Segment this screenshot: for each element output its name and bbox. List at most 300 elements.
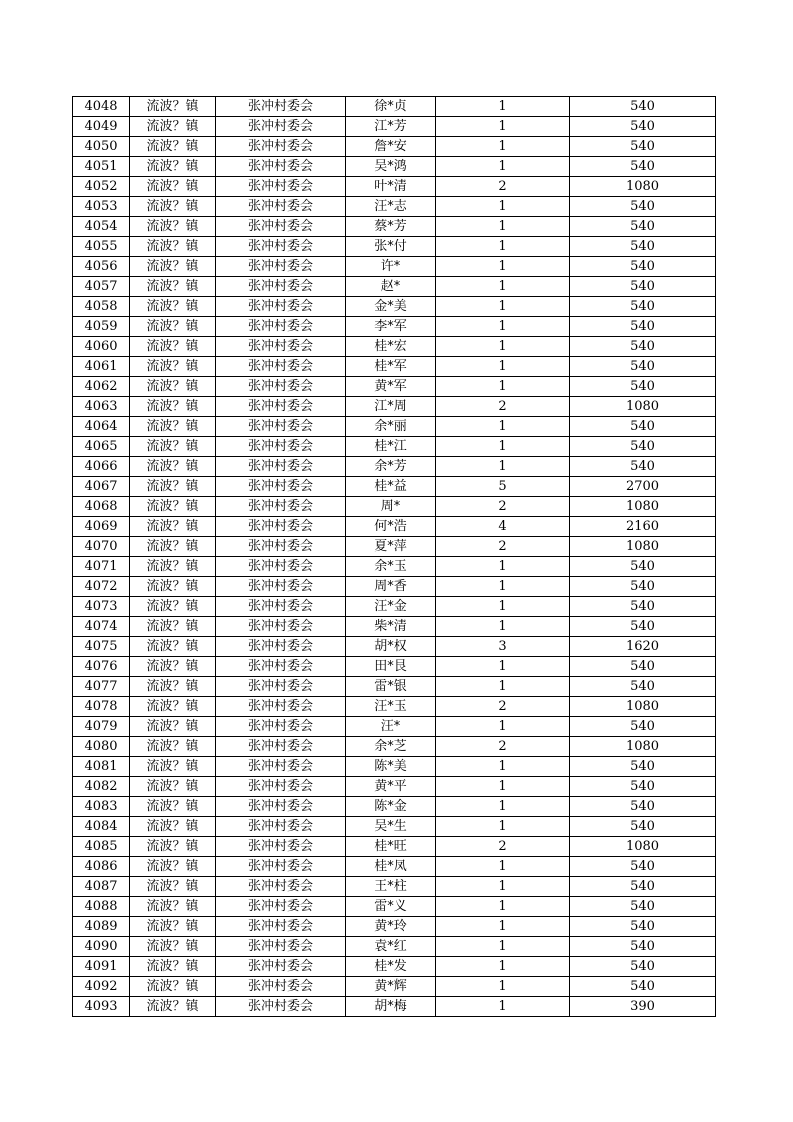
amount-cell: 540: [570, 857, 716, 877]
person-count-cell: 1: [436, 937, 570, 957]
village-committee-cell: 张冲村委会: [216, 237, 346, 257]
town-cell: 流波？镇: [130, 597, 216, 617]
table-row: [73, 657, 716, 677]
amount-cell: 540: [570, 457, 716, 477]
person-count-cell: 1: [436, 577, 570, 597]
village-committee-cell: 张冲村委会: [216, 517, 346, 537]
amount-cell: 540: [570, 957, 716, 977]
town-cell: 流波？镇: [130, 877, 216, 897]
village-committee-cell: 张冲村委会: [216, 957, 346, 977]
amount-cell: 540: [570, 437, 716, 457]
row-number-cell: 4059: [73, 317, 130, 337]
person-count-cell: 1: [436, 237, 570, 257]
village-committee-cell: 张冲村委会: [216, 577, 346, 597]
village-committee-cell: 张冲村委会: [216, 837, 346, 857]
name-cell: 金*美: [346, 297, 436, 317]
name-cell: 吴*鸿: [346, 157, 436, 177]
table-row: [73, 957, 716, 977]
town-cell: 流波？镇: [130, 397, 216, 417]
name-cell: 余*丽: [346, 417, 436, 437]
row-number-cell: 4070: [73, 537, 130, 557]
person-count-cell: 1: [436, 197, 570, 217]
person-count-cell: 1: [436, 277, 570, 297]
row-number-cell: 4086: [73, 857, 130, 877]
village-committee-cell: 张冲村委会: [216, 497, 346, 517]
village-committee-cell: 张冲村委会: [216, 857, 346, 877]
name-cell: 王*柱: [346, 877, 436, 897]
person-count-cell: 1: [436, 597, 570, 617]
town-cell: 流波？镇: [130, 777, 216, 797]
town-cell: 流波？镇: [130, 337, 216, 357]
amount-cell: 1080: [570, 397, 716, 417]
table-row: [73, 517, 716, 537]
village-committee-cell: 张冲村委会: [216, 337, 346, 357]
town-cell: 流波？镇: [130, 157, 216, 177]
person-count-cell: 1: [436, 757, 570, 777]
row-number-cell: 4074: [73, 617, 130, 637]
town-cell: 流波？镇: [130, 97, 216, 117]
town-cell: 流波？镇: [130, 237, 216, 257]
person-count-cell: 2: [436, 497, 570, 517]
row-number-cell: 4079: [73, 717, 130, 737]
town-cell: 流波？镇: [130, 137, 216, 157]
person-count-cell: 1: [436, 877, 570, 897]
town-cell: 流波？镇: [130, 477, 216, 497]
town-cell: 流波？镇: [130, 617, 216, 637]
row-number-cell: 4053: [73, 197, 130, 217]
amount-cell: 540: [570, 717, 716, 737]
table-row: [73, 537, 716, 557]
amount-cell: 540: [570, 117, 716, 137]
village-committee-cell: 张冲村委会: [216, 277, 346, 297]
name-cell: 余*玉: [346, 557, 436, 577]
amount-cell: 540: [570, 577, 716, 597]
person-count-cell: 1: [436, 677, 570, 697]
name-cell: 桂*发: [346, 957, 436, 977]
row-number-cell: 4076: [73, 657, 130, 677]
row-number-cell: 4060: [73, 337, 130, 357]
town-cell: 流波？镇: [130, 737, 216, 757]
table-row: [73, 697, 716, 717]
person-count-cell: 1: [436, 417, 570, 437]
amount-cell: 540: [570, 657, 716, 677]
town-cell: 流波？镇: [130, 117, 216, 137]
table-row: [73, 637, 716, 657]
row-number-cell: 4069: [73, 517, 130, 537]
name-cell: 汪*玉: [346, 697, 436, 717]
person-count-cell: 1: [436, 557, 570, 577]
table-row: [73, 237, 716, 257]
name-cell: 黄*玲: [346, 917, 436, 937]
town-cell: 流波？镇: [130, 257, 216, 277]
row-number-cell: 4072: [73, 577, 130, 597]
table-row: [73, 777, 716, 797]
person-count-cell: 1: [436, 617, 570, 637]
person-count-cell: 2: [436, 537, 570, 557]
amount-cell: 540: [570, 757, 716, 777]
name-cell: 桂*江: [346, 437, 436, 457]
person-count-cell: 1: [436, 977, 570, 997]
row-number-cell: 4052: [73, 177, 130, 197]
town-cell: 流波？镇: [130, 817, 216, 837]
person-count-cell: 1: [436, 957, 570, 977]
table-row: [73, 317, 716, 337]
row-number-cell: 4089: [73, 917, 130, 937]
town-cell: 流波？镇: [130, 937, 216, 957]
name-cell: 雷*义: [346, 897, 436, 917]
table-row: [73, 457, 716, 477]
name-cell: 余*芝: [346, 737, 436, 757]
village-committee-cell: 张冲村委会: [216, 377, 346, 397]
table-row: [73, 877, 716, 897]
village-committee-cell: 张冲村委会: [216, 197, 346, 217]
town-cell: 流波？镇: [130, 277, 216, 297]
table-row: [73, 557, 716, 577]
name-cell: 江*周: [346, 397, 436, 417]
village-committee-cell: 张冲村委会: [216, 217, 346, 237]
town-cell: 流波？镇: [130, 957, 216, 977]
amount-cell: 540: [570, 157, 716, 177]
village-committee-cell: 张冲村委会: [216, 137, 346, 157]
town-cell: 流波？镇: [130, 497, 216, 517]
person-count-cell: 2: [436, 397, 570, 417]
person-count-cell: 1: [436, 797, 570, 817]
person-count-cell: 1: [436, 217, 570, 237]
town-cell: 流波？镇: [130, 757, 216, 777]
row-number-cell: 4083: [73, 797, 130, 817]
amount-cell: 540: [570, 557, 716, 577]
person-count-cell: 2: [436, 697, 570, 717]
name-cell: 徐*贞: [346, 97, 436, 117]
row-number-cell: 4092: [73, 977, 130, 997]
town-cell: 流波？镇: [130, 297, 216, 317]
row-number-cell: 4057: [73, 277, 130, 297]
person-count-cell: 2: [436, 177, 570, 197]
name-cell: 桂*凤: [346, 857, 436, 877]
table-row: [73, 897, 716, 917]
village-committee-cell: 张冲村委会: [216, 677, 346, 697]
row-number-cell: 4093: [73, 997, 130, 1017]
village-committee-cell: 张冲村委会: [216, 877, 346, 897]
person-count-cell: 3: [436, 637, 570, 657]
table-row: [73, 977, 716, 997]
town-cell: 流波？镇: [130, 897, 216, 917]
town-cell: 流波？镇: [130, 457, 216, 477]
amount-cell: 540: [570, 137, 716, 157]
amount-cell: 2700: [570, 477, 716, 497]
amount-cell: 540: [570, 937, 716, 957]
town-cell: 流波？镇: [130, 717, 216, 737]
table-row: [73, 297, 716, 317]
amount-cell: 2160: [570, 517, 716, 537]
village-committee-cell: 张冲村委会: [216, 697, 346, 717]
table-row: [73, 757, 716, 777]
person-count-cell: 1: [436, 337, 570, 357]
amount-cell: 540: [570, 317, 716, 337]
village-committee-cell: 张冲村委会: [216, 977, 346, 997]
name-cell: 叶*清: [346, 177, 436, 197]
town-cell: 流波？镇: [130, 537, 216, 557]
name-cell: 雷*银: [346, 677, 436, 697]
amount-cell: 1080: [570, 537, 716, 557]
amount-cell: 540: [570, 817, 716, 837]
name-cell: 陈*金: [346, 797, 436, 817]
table-row: [73, 97, 716, 117]
village-committee-cell: 张冲村委会: [216, 817, 346, 837]
row-number-cell: 4049: [73, 117, 130, 137]
table-row: [73, 677, 716, 697]
table-row: [73, 817, 716, 837]
name-cell: 田*艮: [346, 657, 436, 677]
name-cell: 张*付: [346, 237, 436, 257]
person-count-cell: 4: [436, 517, 570, 537]
village-committee-cell: 张冲村委会: [216, 457, 346, 477]
name-cell: 桂*旺: [346, 837, 436, 857]
town-cell: 流波？镇: [130, 577, 216, 597]
row-number-cell: 4056: [73, 257, 130, 277]
row-number-cell: 4061: [73, 357, 130, 377]
table-row: [73, 197, 716, 217]
person-count-cell: 1: [436, 437, 570, 457]
table-row: [73, 357, 716, 377]
row-number-cell: 4054: [73, 217, 130, 237]
village-committee-cell: 张冲村委会: [216, 557, 346, 577]
amount-cell: 540: [570, 417, 716, 437]
table-row: [73, 797, 716, 817]
amount-cell: 540: [570, 257, 716, 277]
amount-cell: 1080: [570, 497, 716, 517]
village-committee-cell: 张冲村委会: [216, 997, 346, 1017]
person-count-cell: 1: [436, 97, 570, 117]
amount-cell: 540: [570, 617, 716, 637]
name-cell: 许*: [346, 257, 436, 277]
person-count-cell: 5: [436, 477, 570, 497]
row-number-cell: 4075: [73, 637, 130, 657]
name-cell: 黄*辉: [346, 977, 436, 997]
table-row: [73, 337, 716, 357]
name-cell: 胡*梅: [346, 997, 436, 1017]
row-number-cell: 4084: [73, 817, 130, 837]
village-committee-cell: 张冲村委会: [216, 737, 346, 757]
name-cell: 黄*军: [346, 377, 436, 397]
town-cell: 流波？镇: [130, 557, 216, 577]
village-committee-cell: 张冲村委会: [216, 437, 346, 457]
town-cell: 流波？镇: [130, 437, 216, 457]
town-cell: 流波？镇: [130, 177, 216, 197]
subsidy-table: [72, 96, 716, 1017]
table-row: [73, 577, 716, 597]
table-row: [73, 477, 716, 497]
village-committee-cell: 张冲村委会: [216, 617, 346, 637]
row-number-cell: 4063: [73, 397, 130, 417]
person-count-cell: 1: [436, 817, 570, 837]
person-count-cell: 1: [436, 377, 570, 397]
town-cell: 流波？镇: [130, 517, 216, 537]
name-cell: 汪*金: [346, 597, 436, 617]
row-number-cell: 4078: [73, 697, 130, 717]
person-count-cell: 1: [436, 317, 570, 337]
name-cell: 詹*安: [346, 137, 436, 157]
name-cell: 黄*平: [346, 777, 436, 797]
table-row: [73, 137, 716, 157]
name-cell: 何*浩: [346, 517, 436, 537]
amount-cell: 540: [570, 337, 716, 357]
row-number-cell: 4081: [73, 757, 130, 777]
name-cell: 周*: [346, 497, 436, 517]
town-cell: 流波？镇: [130, 677, 216, 697]
name-cell: 汪*: [346, 717, 436, 737]
table-row: [73, 217, 716, 237]
table-row: [73, 277, 716, 297]
amount-cell: 540: [570, 777, 716, 797]
amount-cell: 1080: [570, 177, 716, 197]
village-committee-cell: 张冲村委会: [216, 937, 346, 957]
town-cell: 流波？镇: [130, 797, 216, 817]
person-count-cell: 1: [436, 997, 570, 1017]
row-number-cell: 4051: [73, 157, 130, 177]
amount-cell: 540: [570, 917, 716, 937]
village-committee-cell: 张冲村委会: [216, 317, 346, 337]
table-row: [73, 617, 716, 637]
amount-cell: 540: [570, 197, 716, 217]
town-cell: 流波？镇: [130, 917, 216, 937]
row-number-cell: 4058: [73, 297, 130, 317]
row-number-cell: 4068: [73, 497, 130, 517]
town-cell: 流波？镇: [130, 317, 216, 337]
town-cell: 流波？镇: [130, 857, 216, 877]
town-cell: 流波？镇: [130, 697, 216, 717]
row-number-cell: 4050: [73, 137, 130, 157]
person-count-cell: 1: [436, 917, 570, 937]
table-row: [73, 437, 716, 457]
village-committee-cell: 张冲村委会: [216, 797, 346, 817]
village-committee-cell: 张冲村委会: [216, 117, 346, 137]
person-count-cell: 1: [436, 297, 570, 317]
name-cell: 陈*美: [346, 757, 436, 777]
person-count-cell: 1: [436, 457, 570, 477]
village-committee-cell: 张冲村委会: [216, 477, 346, 497]
person-count-cell: 1: [436, 257, 570, 277]
amount-cell: 1620: [570, 637, 716, 657]
village-committee-cell: 张冲村委会: [216, 897, 346, 917]
amount-cell: 1080: [570, 737, 716, 757]
village-committee-cell: 张冲村委会: [216, 917, 346, 937]
village-committee-cell: 张冲村委会: [216, 397, 346, 417]
name-cell: 李*军: [346, 317, 436, 337]
amount-cell: 540: [570, 237, 716, 257]
village-committee-cell: 张冲村委会: [216, 717, 346, 737]
name-cell: 柴*清: [346, 617, 436, 637]
table-row: [73, 157, 716, 177]
table-row: [73, 717, 716, 737]
town-cell: 流波？镇: [130, 417, 216, 437]
table-row: [73, 117, 716, 137]
town-cell: 流波？镇: [130, 997, 216, 1017]
village-committee-cell: 张冲村委会: [216, 257, 346, 277]
amount-cell: 540: [570, 677, 716, 697]
person-count-cell: 1: [436, 157, 570, 177]
name-cell: 桂*军: [346, 357, 436, 377]
person-count-cell: 2: [436, 837, 570, 857]
name-cell: 夏*萍: [346, 537, 436, 557]
name-cell: 周*香: [346, 577, 436, 597]
town-cell: 流波？镇: [130, 357, 216, 377]
amount-cell: 540: [570, 977, 716, 997]
name-cell: 江*芳: [346, 117, 436, 137]
person-count-cell: 1: [436, 717, 570, 737]
village-committee-cell: 张冲村委会: [216, 637, 346, 657]
amount-cell: 540: [570, 97, 716, 117]
table-row: [73, 177, 716, 197]
table-row: [73, 917, 716, 937]
village-committee-cell: 张冲村委会: [216, 357, 346, 377]
row-number-cell: 4090: [73, 937, 130, 957]
row-number-cell: 4085: [73, 837, 130, 857]
village-committee-cell: 张冲村委会: [216, 657, 346, 677]
name-cell: 赵*: [346, 277, 436, 297]
amount-cell: 540: [570, 597, 716, 617]
row-number-cell: 4065: [73, 437, 130, 457]
town-cell: 流波？镇: [130, 637, 216, 657]
table-row: [73, 397, 716, 417]
table-row: [73, 997, 716, 1017]
amount-cell: 1080: [570, 837, 716, 857]
amount-cell: 540: [570, 877, 716, 897]
person-count-cell: 1: [436, 137, 570, 157]
person-count-cell: 1: [436, 857, 570, 877]
town-cell: 流波？镇: [130, 837, 216, 857]
table-row: [73, 377, 716, 397]
person-count-cell: 1: [436, 357, 570, 377]
table-row: [73, 737, 716, 757]
row-number-cell: 4087: [73, 877, 130, 897]
name-cell: 胡*权: [346, 637, 436, 657]
name-cell: 桂*宏: [346, 337, 436, 357]
name-cell: 桂*益: [346, 477, 436, 497]
name-cell: 余*芳: [346, 457, 436, 477]
table-row: [73, 937, 716, 957]
amount-cell: 540: [570, 377, 716, 397]
person-count-cell: 1: [436, 777, 570, 797]
row-number-cell: 4082: [73, 777, 130, 797]
village-committee-cell: 张冲村委会: [216, 417, 346, 437]
table-row: [73, 257, 716, 277]
amount-cell: 540: [570, 897, 716, 917]
row-number-cell: 4067: [73, 477, 130, 497]
village-committee-cell: 张冲村委会: [216, 297, 346, 317]
person-count-cell: 1: [436, 117, 570, 137]
table-row: [73, 417, 716, 437]
village-committee-cell: 张冲村委会: [216, 97, 346, 117]
table-row: [73, 837, 716, 857]
row-number-cell: 4066: [73, 457, 130, 477]
table-row: [73, 857, 716, 877]
row-number-cell: 4077: [73, 677, 130, 697]
village-committee-cell: 张冲村委会: [216, 757, 346, 777]
table-row: [73, 597, 716, 617]
name-cell: 蔡*芳: [346, 217, 436, 237]
village-committee-cell: 张冲村委会: [216, 157, 346, 177]
amount-cell: 540: [570, 297, 716, 317]
row-number-cell: 4073: [73, 597, 130, 617]
town-cell: 流波？镇: [130, 977, 216, 997]
person-count-cell: 1: [436, 897, 570, 917]
amount-cell: 540: [570, 357, 716, 377]
village-committee-cell: 张冲村委会: [216, 177, 346, 197]
name-cell: 汪*志: [346, 197, 436, 217]
village-committee-cell: 张冲村委会: [216, 537, 346, 557]
town-cell: 流波？镇: [130, 377, 216, 397]
